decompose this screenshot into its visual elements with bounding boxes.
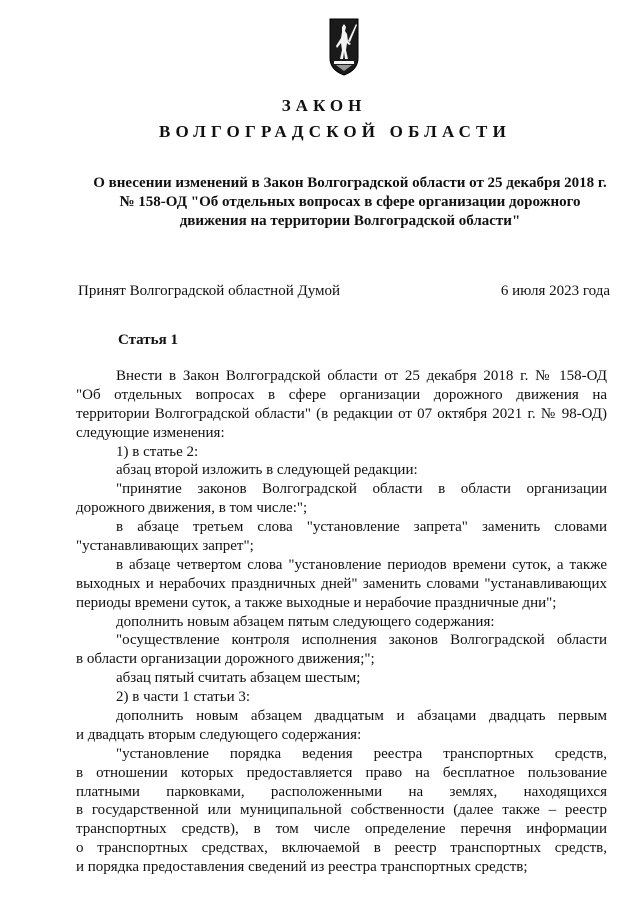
article-text-line: в абзаце третьем слова "установление запрета" заменить словами [116,519,607,536]
adoption-date: 6 июля 2023 года [500,283,610,299]
article-text-line: в абзаце четвертом слова "установление периодов времени суток, а также [116,556,607,573]
article-text-line: периоды времени суток, а также выходные и нерабочие праздничные дни"; [76,594,557,611]
law-subtitle [60,174,640,231]
article-body [76,367,607,877]
subtitle-line: О внесении изменений в Закон Волгоградской области от 25 декабря 2018 г. [93,175,607,191]
article-text-line: "принятие законов Волгоградской области в области организации [116,481,607,498]
article-text-line: "Об отдельных вопросах в сфере организации дорожного движения на [76,386,607,403]
article-text-line: в отношении которых предоставляется право на бесплатное пользование [76,764,607,781]
adoption-line [78,283,610,300]
article-text-line: о транспортных средствах, включаемой в реестр транспортных средств, [76,840,607,857]
article-text-line: и двадцать вторым следующего содержания: [76,726,362,743]
article-text-line: следующие изменения: [76,424,225,441]
region-title: ВОЛГОГРАДСКОЙ ОБЛАСТИ [158,122,512,141]
article-text-line: абзац пятый считать абзацем шестым; [116,670,361,687]
article-text-line: дополнить новым абзацем двадцатым и абзацами двадцать первым [116,708,607,725]
coat-of-arms-icon [329,18,359,76]
article-text-line: выходных и нерабочих праздничных дней" заменить словами "устанавливающих [76,575,607,592]
article-text-line: 2) в части 1 статьи 3: [116,689,251,706]
article-text-line: "установление порядка ведения реестра транспортных средств, [116,745,607,762]
subtitle-line: движения на территории Волгоградской области" [179,213,521,229]
article-text-line: дополнить новым абзацем пятым следующего содержания: [116,613,495,630]
adopted-by: Принят Волгоградской областной Думой [78,283,341,299]
article-text-line: и порядка предоставления сведений из реестра транспортных средств; [76,859,528,876]
article-text-line: в государственной или муниципальной собственности (далее также – реестр [76,802,607,819]
article-text-line: "устанавливающих запрет"; [76,538,254,555]
article-heading: Статья 1 [118,332,178,348]
subtitle-line: № 158-ОД "Об отдельных вопросах в сфере организации дорожного [119,194,581,210]
article-text-line: "осуществление контроля исполнения законов Волгоградской области [116,632,607,649]
article-text-line: дорожного движения, в том числе:"; [76,500,308,517]
article-text-line: Внести в Закон Волгоградской области от 25 декабря 2018 г. № 158-ОД [116,368,607,384]
law-title: ЗАКОН [281,96,367,115]
article-text-line: абзац второй изложить в следующей редакции: [116,462,418,479]
article-text-line: в области организации дорожного движения;"; [76,651,375,668]
article-text-line: 1) в статье 2: [116,443,199,460]
article-text-line: территории Волгоградской области" (в редакции от 07 октября 2021 г. № 98-ОД) [76,405,607,422]
article-text-line: платными парковками, расположенными на землях, находящихся [76,783,607,800]
article-text-line: транспортных средств), в том числе определение перечня информации [76,821,607,838]
